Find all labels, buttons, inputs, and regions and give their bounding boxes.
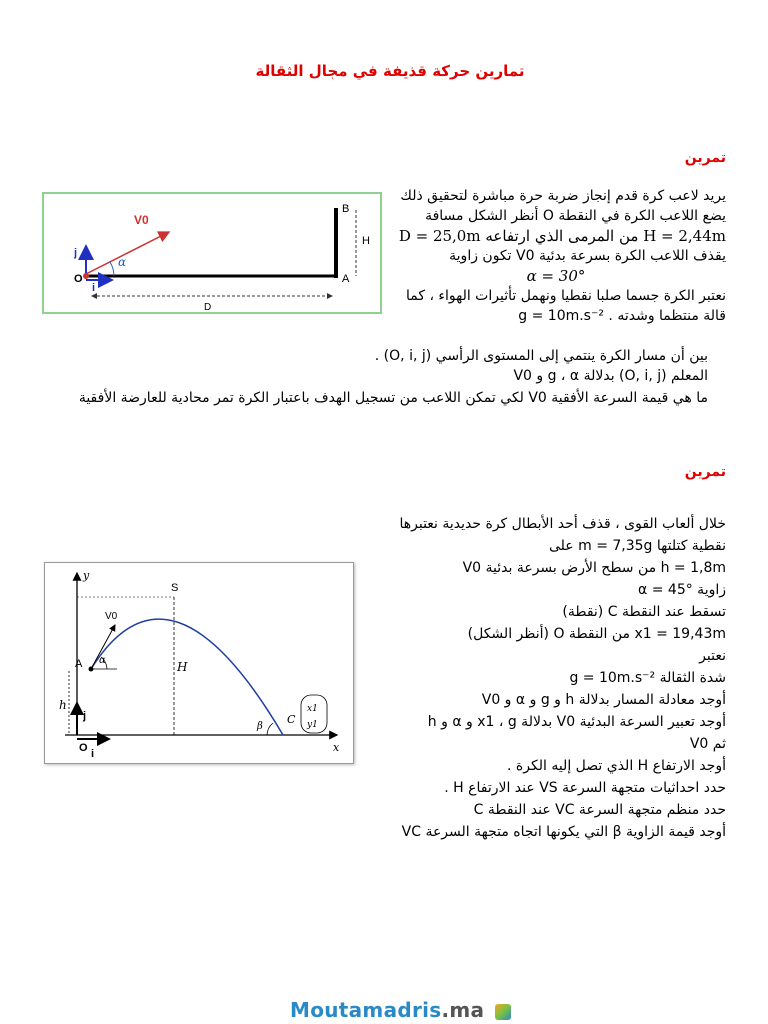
label-v0-2: V0 (105, 611, 118, 622)
label-i: i (92, 282, 96, 294)
ex2-line-8: شدة الثقالة g = 10m.s⁻² (569, 670, 726, 686)
label-H2: H (177, 660, 188, 674)
ex2-line-13: حدد احداثيات متجهة السرعة VS عند الارتفاع H . (444, 780, 726, 796)
ex2-line-10: أوجد تعبير السرعة البدئية V0 بدلالة x1 ، g و α و h (427, 714, 726, 730)
ex1-line-10: ما هي قيمة السرعة الأفقية V0 لكي تمكن اللاعب من تسجيل الهدف باعتبار الكرة تمر محادية للعارضة الأفقية (78, 390, 708, 406)
ex1-line-5: α = 30° (526, 267, 586, 285)
ex1-line-2: يضع اللاعب الكرة في النقطة O أنظر الشكل مسافة (425, 208, 726, 224)
ex2-line-1: خلال ألعاب القوى ، قذف أحد الأبطال كرة حديدية نعتبرها (399, 516, 726, 532)
exercise1-text (386, 186, 726, 326)
label-alpha: α (118, 255, 127, 269)
shot-put-diagram (45, 563, 353, 763)
ex2-line-3: h = 1,8m من سطح الأرض بسرعة بدئية V0 (462, 560, 726, 576)
logo-main-text: Moutamadris (290, 998, 442, 1022)
ex2-line-14: حدد منظم متجهة السرعة VC عند النقطة C (473, 802, 726, 818)
label-H: H (362, 235, 370, 247)
label-y1: y1 (307, 720, 318, 730)
exercise1-heading: تمرين (684, 150, 726, 166)
ex2-line-5: تسقط عند النقطة C (نقطة) (562, 604, 726, 620)
label-A2: A (75, 658, 83, 670)
label-C: C (287, 713, 296, 726)
label-A: A (342, 273, 350, 285)
ex1-line-9: المعلم (O, i, j) بدلالة g ، α و V0 (513, 368, 708, 384)
exercise2-figure (44, 562, 354, 764)
ex1-line-1: يريد لاعب كرة قدم إنجاز ضربة حرة مباشرة لتحقيق ذلك (400, 188, 726, 204)
label-O: O (74, 273, 83, 285)
label-alpha2: α (99, 655, 106, 666)
label-j: j (74, 247, 78, 259)
exercise2-heading: تمرين (684, 464, 726, 480)
ex2-line-7: نعتبر (699, 648, 726, 664)
label-B: B (342, 203, 350, 215)
logo-mark-icon (495, 1004, 511, 1020)
moutamadris-logo[interactable] (290, 998, 511, 1022)
ex2-line-12: أوجد الارتفاع H الذي تصل إليه الكرة . (507, 758, 726, 774)
ex1-line-7: قالة منتظما وشدته . g = 10m.s⁻² (518, 308, 726, 324)
ex2-line-9: أوجد معادلة المسار بدلالة h و g و α و V0 (481, 692, 726, 708)
label-S: S (171, 582, 179, 594)
exercise1-questions (208, 346, 708, 386)
label-h: h (59, 698, 67, 712)
label-x1: x1 (307, 704, 318, 714)
ex1-line-3: H = 2,44m من المرمى الذي ارتفاعه D = 25,0m (398, 227, 726, 245)
ex2-line-4: زاوية α = 45° (638, 582, 726, 598)
exercise1-last-question (28, 388, 708, 408)
ex2-line-11: ثم V0 (689, 736, 726, 752)
ex2-line-6: x1 = 19,43m من النقطة O (أنظر الشكل) (467, 626, 726, 642)
label-beta: β (257, 721, 263, 732)
ex1-line-4: يقذف اللاعب الكرة بسرعة بدئية V0 تكون زاوية (449, 248, 726, 264)
label-i2: i (91, 748, 95, 760)
label-O2: O (79, 742, 88, 754)
ex2-line-15: أوجد قيمة الزاوية β التي يكونها اتجاه متجهة السرعة VC (401, 824, 726, 840)
ex1-line-8: بين أن مسار الكرة ينتمي إلى المستوى الرأسي (O, i, j) . (374, 348, 708, 364)
label-j2: j (83, 710, 87, 722)
label-y-axis: y (83, 569, 90, 582)
logo-suffix-text: .ma (441, 998, 485, 1022)
label-x-axis: x (333, 741, 340, 754)
ex2-line-2: نقطية كتلتها m = 7,35g على (549, 538, 726, 554)
football-diagram (44, 194, 380, 312)
page-title: تمارين حركة قذيفة في مجال الثقالة (255, 62, 525, 80)
label-v0: V0 (134, 213, 149, 227)
ex1-line-6: نعتبر الكرة جسما صلبا نقطيا ونهمل تأثيرات الهواء ، كما (405, 288, 726, 304)
exercise2-text (364, 514, 726, 844)
exercise1-figure (42, 192, 382, 314)
label-D: D (204, 302, 212, 312)
